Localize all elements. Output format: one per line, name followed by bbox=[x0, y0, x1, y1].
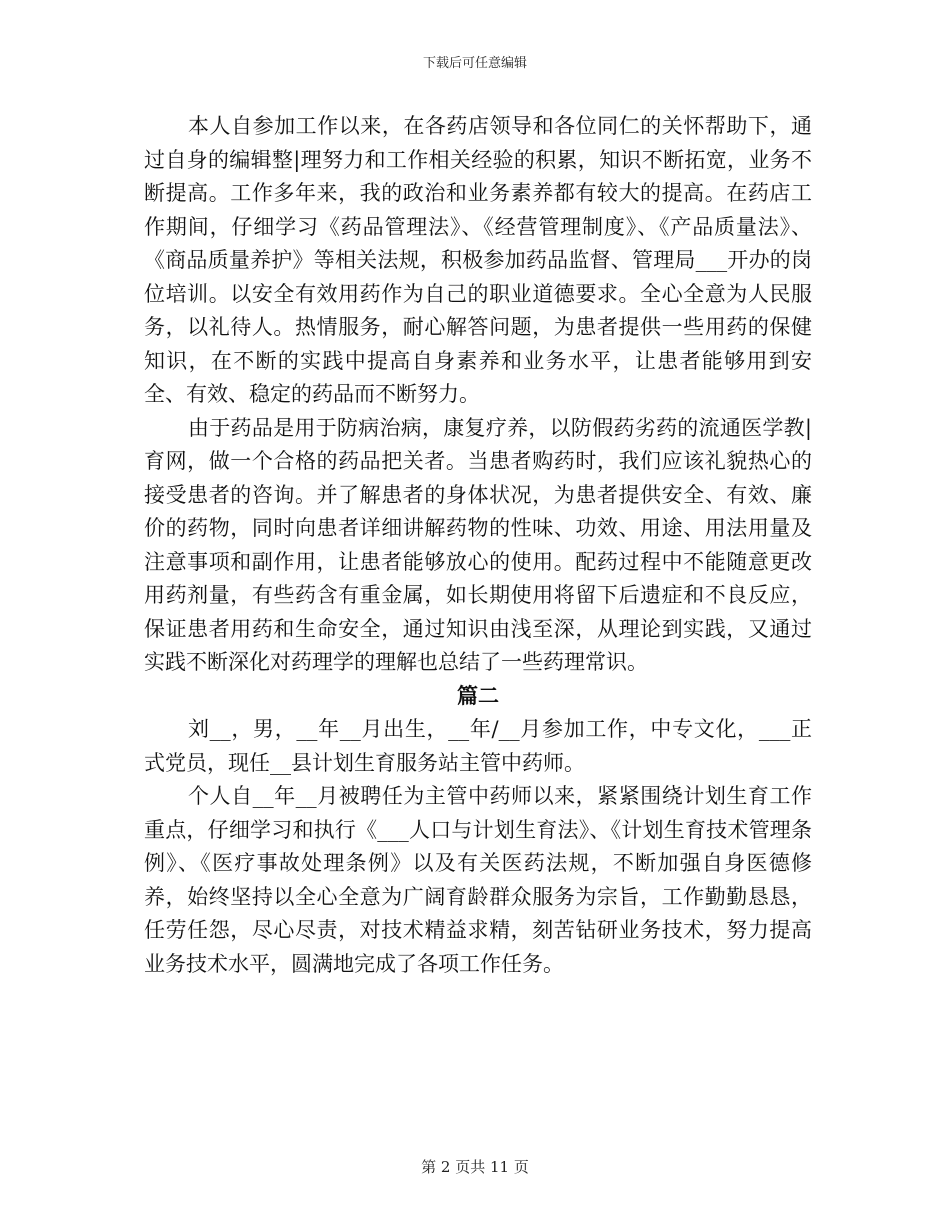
paragraph-3: 刘__，男，__年__月出生，__年/__月参加工作，中专文化，___正式党员，现任__县计划生育服务站主管中药师。 bbox=[144, 717, 812, 775]
section-title: 篇二 bbox=[457, 683, 499, 708]
paragraph-1: 本人自参加工作以来，在各药店领导和各位同仁的关怀帮助下，通过自身的编辑整|理努力和工作相关经验的积累，知识不断拓宽，业务不断提高。工作多年来，我的政治和业务素养都有较大的提高。在药店工作期间，仔细学习《药品管理法》、《经营管理制度》、《产品质量法》、《商品质量养护》等相关法规，积极参加药品监督、管理局___开办的岗位培训。以安全有效用药作为自己的职业道德要求。全心全意为人民服务，以礼待人。热情服务，耐心解答问题，为患者提供一些用药的保健知识，在不断的实践中提高自身素养和业务水平，让患者能够用到安全、有效、稳定的药品而不断努力。 bbox=[144, 114, 812, 406]
paragraph-2: 由于药品是用于防病治病，康复疗养，以防假药劣药的流通医学教|育网，做一个合格的药品把关者。当患者购药时，我们应该礼貌热心的接受患者的咨询。并了解患者的身体状况，为患者提供安全、有效、廉价的药物，同时向患者详细讲解药物的性味、功效、用途、用法用量及注意事项和副作用，让患者能够放心的使用。配药过程中不能随意更改用药剂量，有些药含有重金属，如长期使用将留下后遗症和不良反应，保证患者用药和生命安全，通过知识由浅至深，从理论到实践，又通过实践不断深化对药理学的理解也总结了一些药理常识。 bbox=[144, 415, 812, 674]
page-header: 下载后可任意编辑 bbox=[422, 56, 527, 71]
paragraph-4: 个人自__年__月被聘任为主管中药师以来，紧紧围绕计划生育工作重点，仔细学习和执行《___人口与计划生育法》、《计划生育技术管理条例》、《医疗事故处理条例》以及有关医药法规，不断加强自身医德修养，始终坚持以全心全意为广阔育龄群众服务为宗旨，工作勤勤恳恳，任劳任怨，尽心尽责，对技术精益求精，刻苦钻研业务技术，努力提高业务技术水平，圆满地完成了各项工作任务。 bbox=[144, 784, 812, 976]
document-body bbox=[144, 110, 812, 981]
page-footer: 第 2 页共 11 页 bbox=[421, 1158, 529, 1176]
